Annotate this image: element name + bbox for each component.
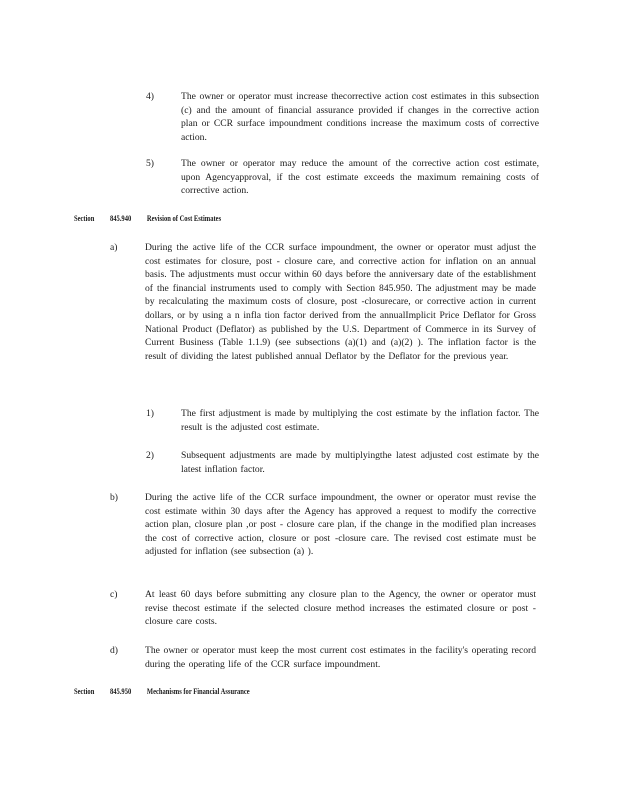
item-text: Subsequent adjustments are made by multiplyingthe latest adjusted cost estimate by the latest inflation factor. — [181, 450, 539, 475]
item-text: The first adjustment is made by multiplying the cost estimate by the inflation factor. The result is the adjusted cost estimate. — [181, 408, 539, 433]
section-number: 845.940 — [110, 214, 132, 223]
section-label: Section — [74, 214, 95, 223]
section-label: Section — [74, 687, 95, 696]
item-number: 2) — [146, 450, 154, 461]
item-number: b) — [110, 492, 118, 503]
item-text: The owner or operator must keep the most current cost estimates in the facility's operating record during the operating life of the CCR surface impoundment. — [145, 645, 536, 670]
item-text: During the active life of the CCR surface impoundment, the owner or operator must adjust the cost estimates for closure, post - closure care, and corrective action for inflation on an annual basis. The adjustments must occur within 60 days before the anniversary date of the establishment of the financial instruments used to comply with Section 845.950. The adjustment may be made by recalculating the maximum costs of closure, post -closurecare, or corrective action in current dollars, or by using a n infla tion factor derived from the annualImplicit Price Deflator for Gross National Product (Deflator) as published by the U.S. Department of Commerce in its Survey of Current Business (Table 1.1.9) (see subsections (a)(1) and (a)(2) ). The inflation factor is the result of dividing the latest published annual Deflator by the Deflator for the previous year. — [145, 242, 536, 362]
item-number: a) — [110, 242, 118, 253]
item-text: During the active life of the CCR surface impoundment, the owner or operator must revise the cost estimate within 30 days after the Agency has approved a request to modify the corrective action plan, closure plan ,or post - closure care plan, if the change in the modified plan increases the cost of corrective action, closure or post -closure care. The revised cost estimate must be adjusted for inflation (see subsection (a) ). — [145, 492, 536, 558]
section-heading-845-950 — [74, 687, 264, 696]
section-heading-845-940 — [74, 214, 235, 223]
item-text: At least 60 days before submitting any closure plan to the Agency, the owner or operator must revise thecost estimate if the selected closure method increases the estimated closure or post -closure care costs. — [145, 589, 536, 628]
item-number: 1) — [146, 408, 154, 419]
item-number: 4) — [146, 91, 154, 102]
item-number: 5) — [146, 158, 154, 169]
item-text: The owner or operator may reduce the amount of the corrective action cost estimate, upon Agencyapproval, if the cost estimate exceeds the maximum remaining costs of corrective action. — [181, 158, 539, 197]
item-text: The owner or operator must increase thecorrective action cost estimates in this subsection (c) and the amount of financial assurance provided if changes in the corrective action plan or CCR surface impoundment conditions increase the maximum costs of corrective action. — [181, 91, 539, 143]
section-title: Mechanisms for Financial Assurance — [146, 687, 250, 696]
item-number: d) — [110, 645, 118, 656]
item-number: c) — [110, 589, 118, 600]
section-title: Revision of Cost Estimates — [146, 214, 222, 223]
section-number: 845.950 — [110, 687, 132, 696]
